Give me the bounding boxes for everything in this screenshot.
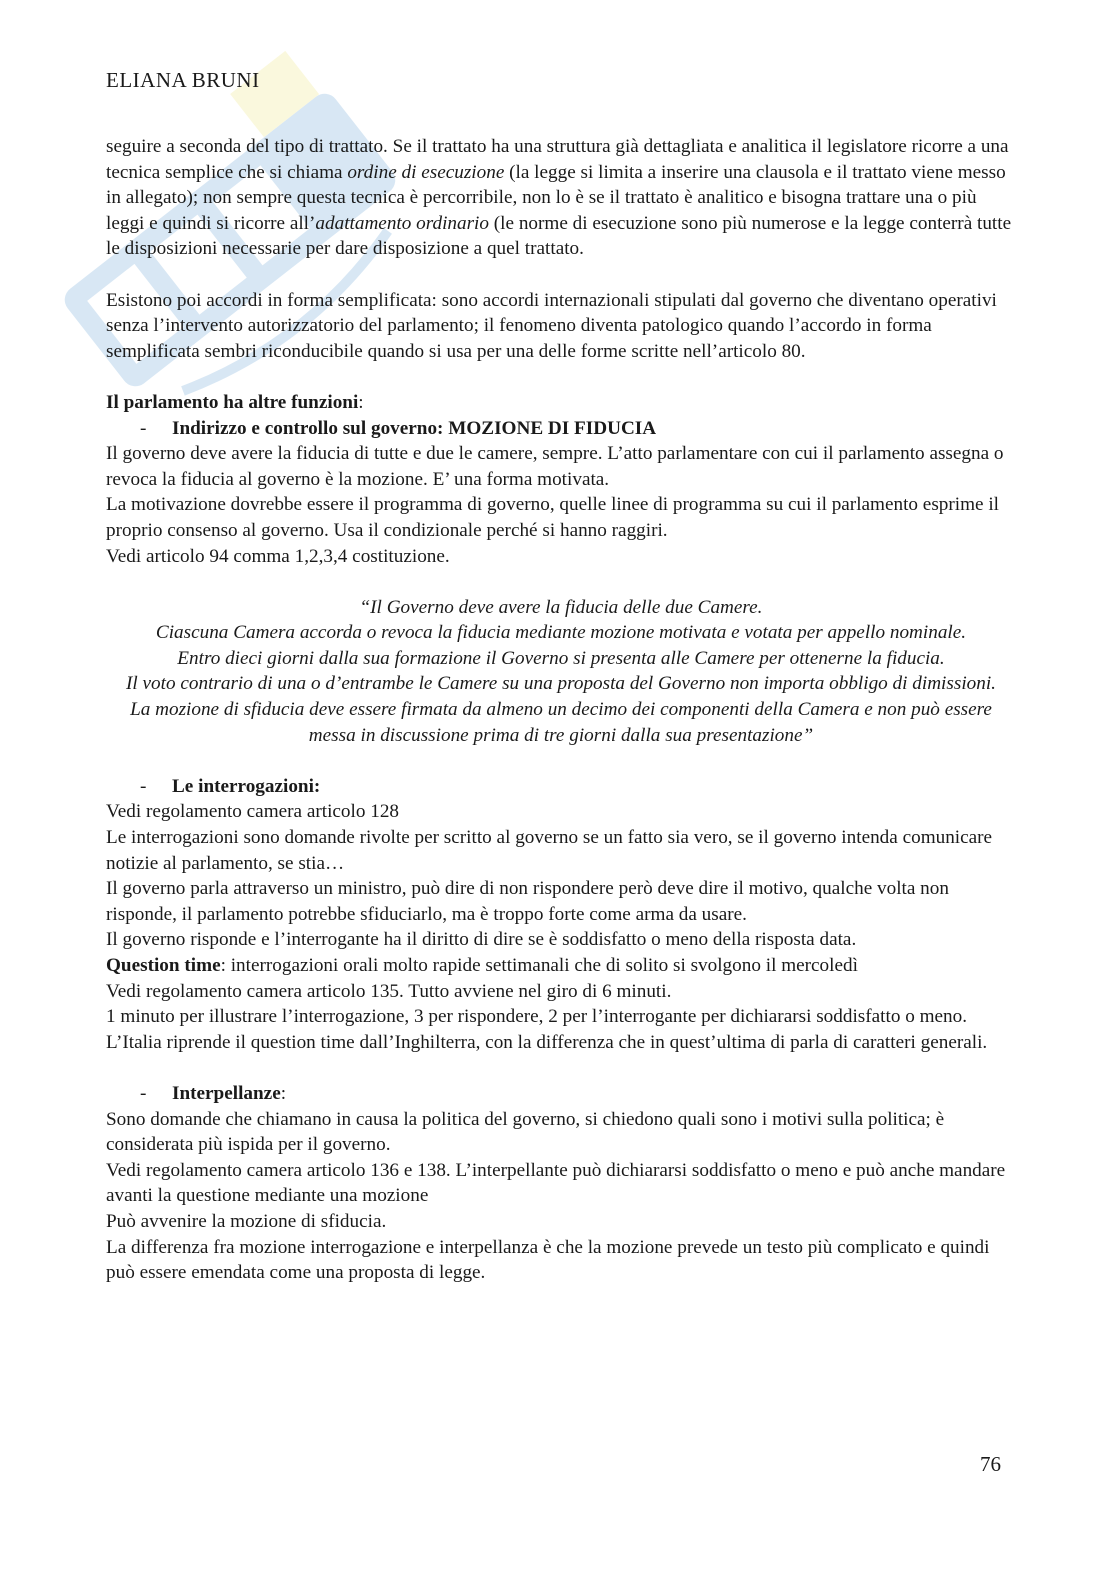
bullet-title: Interpellanze (172, 1082, 281, 1104)
interpellanze-line-3: Può avvenire la mozione di sfiducia. (106, 1210, 387, 1232)
heading-text: Il parlamento ha altre funzioni (106, 391, 359, 413)
fiducia-line-2: La motivazione dovrebbe essere il programma di governo, quelle linee di programma su cui il parlamento esprime il proprio consenso al governo. Usa il condizionale perché si hanno raggiri. (106, 494, 999, 541)
text-run: (la legge si limita a inserire una clausola e il trattato viene messo in allegato); non sempre questa tecnica è percorribile, non lo è se il trattato è analitico e bisogna trattare una o più leggi e quindi si ricorre all’ (106, 161, 1006, 234)
text-run: seguire a seconda del tipo di trattato. Se il trattato ha una struttura già dettagliata e analitica il legislatore ricorre a una tecnica semplice che si chiama (106, 136, 1009, 183)
interrogazioni-line-1: Vedi regolamento camera articolo 128 (106, 801, 400, 823)
bullet-interrogazioni (106, 774, 1016, 800)
question-time-text: : interrogazioni orali molto rapide settimanali che di solito si svolgono il mercoledì (220, 955, 858, 976)
quote-line-4: Il voto contrario di una o d’entrambe le Camere su una proposta del Governo non importa obbligo di dimissioni. (126, 673, 996, 695)
fiducia-line-3: Vedi articolo 94 comma 1,2,3,4 costituzione. (106, 545, 450, 567)
bullet-title: Le interrogazioni: (172, 775, 321, 797)
page-header-author: ELIANA BRUNI (106, 68, 260, 92)
bullet-interpellanze (106, 1081, 1016, 1107)
bullet-title: Indirizzo e controllo sul governo: MOZIONE DI FIDUCIA (172, 417, 657, 439)
interrogazioni-line-5: Vedi regolamento camera articolo 135. Tutto avviene nel giro di 6 minuti. (106, 980, 672, 1002)
page-number: 76 (980, 1452, 1001, 1476)
quote-article-94 (106, 595, 1016, 749)
quote-line-5: La mozione di sfiducia deve essere firmata da almeno un decimo dei componenti della Camera e non può essere messa in discussione prima di tre giorni dalla sua presentazione” (130, 699, 992, 746)
italic-term-adattamento: adattamento ordinario (315, 212, 489, 234)
quote-line-1: “Il Governo deve avere la fiducia delle due Camere. (359, 596, 763, 618)
italic-term-ordine: ordine di esecuzione (347, 161, 505, 183)
fiducia-line-1: Il governo deve avere la fiducia di tutte e due le camere, sempre. L’atto parlamentare con cui il parlamento assegna o revoca la fiducia al governo è la mozione. E’ una forma motivata. (106, 443, 1004, 490)
interpellanze-line-2: Vedi regolamento camera articolo 136 e 138. L’interpellante può dichiararsi soddisfatto o meno e può anche mandare avanti la questione mediante una mozione (106, 1159, 1006, 1207)
bullet-dash: - (140, 775, 147, 797)
quote-line-3: Entro dieci giorni dalla sua formazione il Governo si presenta alle Camere per ottenerne la fiducia. (177, 647, 945, 669)
document-body (106, 134, 1016, 1286)
interrogazioni-line-4: Il governo risponde e l’interrogante ha il diritto di dire se è soddisfatto o meno della risposta data. (106, 929, 857, 951)
question-time-line (106, 953, 1016, 979)
interpellanze-line-1: Sono domande che chiamano in causa la politica del governo, si chiedono quali sono i motivi sulla politica; è considerata più ispida per il governo. (106, 1108, 945, 1156)
interrogazioni-line-2: Le interrogazioni sono domande rivolte per scritto al governo se un fatto sia vero, se il governo intenda comunicare notizie al parlamento, se stia… (106, 827, 993, 874)
text-run: (le norme di esecuzione sono più numerose e la legge conterrà tutte le disposizioni necessarie per dare disposizione a quel trattato. (106, 212, 1012, 260)
quote-line-2: Ciascuna Camera accorda o revoca la fiducia mediante mozione motivata e votata per appello nominale. (155, 622, 967, 644)
interrogazioni-line-3: Il governo parla attraverso un ministro, può dire di non rispondere però deve dire il motivo, qualche volta non risponde, il parlamento potrebbe sfiduciarlo, ma è troppo forte come arma da usare. (106, 878, 949, 925)
interpellanze-line-4: La differenza fra mozione interrogazione e interpellanza è che la mozione prevede un testo più complicato e quindi può essere emendata come una proposta di legge. (106, 1236, 990, 1284)
paragraph-trattato (106, 134, 1016, 262)
interrogazioni-line-6: 1 minuto per illustrare l’interrogazione, 3 per rispondere, 2 per l’interrogante per dichiararsi soddisfatto o meno. (106, 1006, 968, 1028)
bullet-dash: - (140, 1082, 147, 1104)
paragraph-accordi: Esistono poi accordi in forma semplificata: sono accordi internazionali stipulati dal governo che diventano operativi senza l’intervento autorizzatorio del parlamento; il fenomeno diventa patologico quando l’accordo in forma semplificata sembri riconducibile quando si usa per una delle forme scritte nell’articolo 80. (106, 289, 997, 362)
heading-colon: : (358, 391, 364, 413)
question-time-label: Question time (106, 955, 221, 976)
section-heading-funzioni (106, 390, 1016, 416)
interrogazioni-line-7: L’Italia riprende il question time dall’Inghilterra, con la differenza che in quest’ultima di parla di caratteri generali. (106, 1031, 988, 1053)
bullet-fiducia (106, 416, 1016, 442)
bullet-colon: : (280, 1082, 287, 1104)
bullet-dash: - (140, 417, 147, 439)
